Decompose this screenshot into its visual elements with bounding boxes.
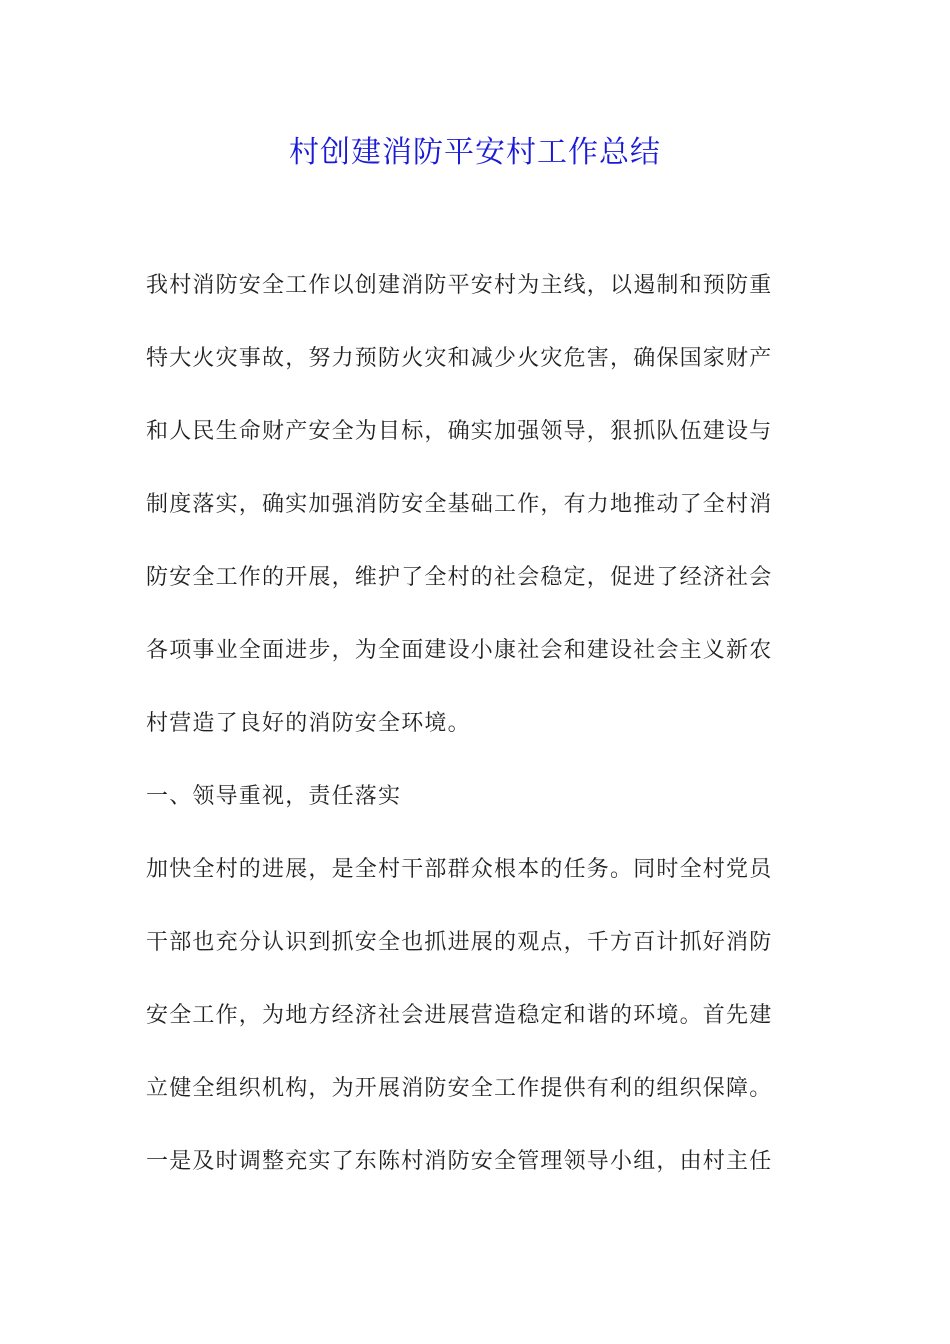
paragraph-line: 一是及时调整充实了东陈村消防安全管理领导小组，由村主任 <box>146 1149 773 1174</box>
paragraph-line: 制度落实，确实加强消防安全基础工作，有力地推动了全村消 <box>146 492 773 517</box>
paragraph-line: 各项事业全面进步，为全面建设小康社会和建设社会主义新农 <box>146 638 773 663</box>
paragraph-line: 立健全组织机构，为开展消防安全工作提供有利的组织保障。 <box>146 1076 773 1101</box>
paragraph-line: 和人民生命财产安全为目标，确实加强领导，狠抓队伍建设与 <box>146 419 773 444</box>
paragraph-line: 干部也充分认识到抓安全也抓进展的观点，千方百计抓好消防 <box>146 930 773 955</box>
paragraph-line: 防安全工作的开展，维护了全村的社会稳定，促进了经济社会 <box>146 565 773 590</box>
document-title: 村创建消防平安村工作总结 <box>289 135 661 170</box>
paragraph-line: 加快全村的进展，是全村干部群众根本的任务。同时全村党员 <box>146 857 773 882</box>
section-heading: 一、领导重视，责任落实 <box>146 784 402 809</box>
paragraph-line: 我村消防安全工作以创建消防平安村为主线，以遏制和预防重 <box>146 273 773 298</box>
paragraph-line: 安全工作，为地方经济社会进展营造稳定和谐的环境。首先建 <box>146 1003 773 1028</box>
document-body <box>146 262 806 1211</box>
paragraph-line: 特大火灾事故，努力预防火灾和减少火灾危害，确保国家财产 <box>146 346 773 371</box>
paragraph-line: 村营造了良好的消防安全环境。 <box>146 711 471 736</box>
